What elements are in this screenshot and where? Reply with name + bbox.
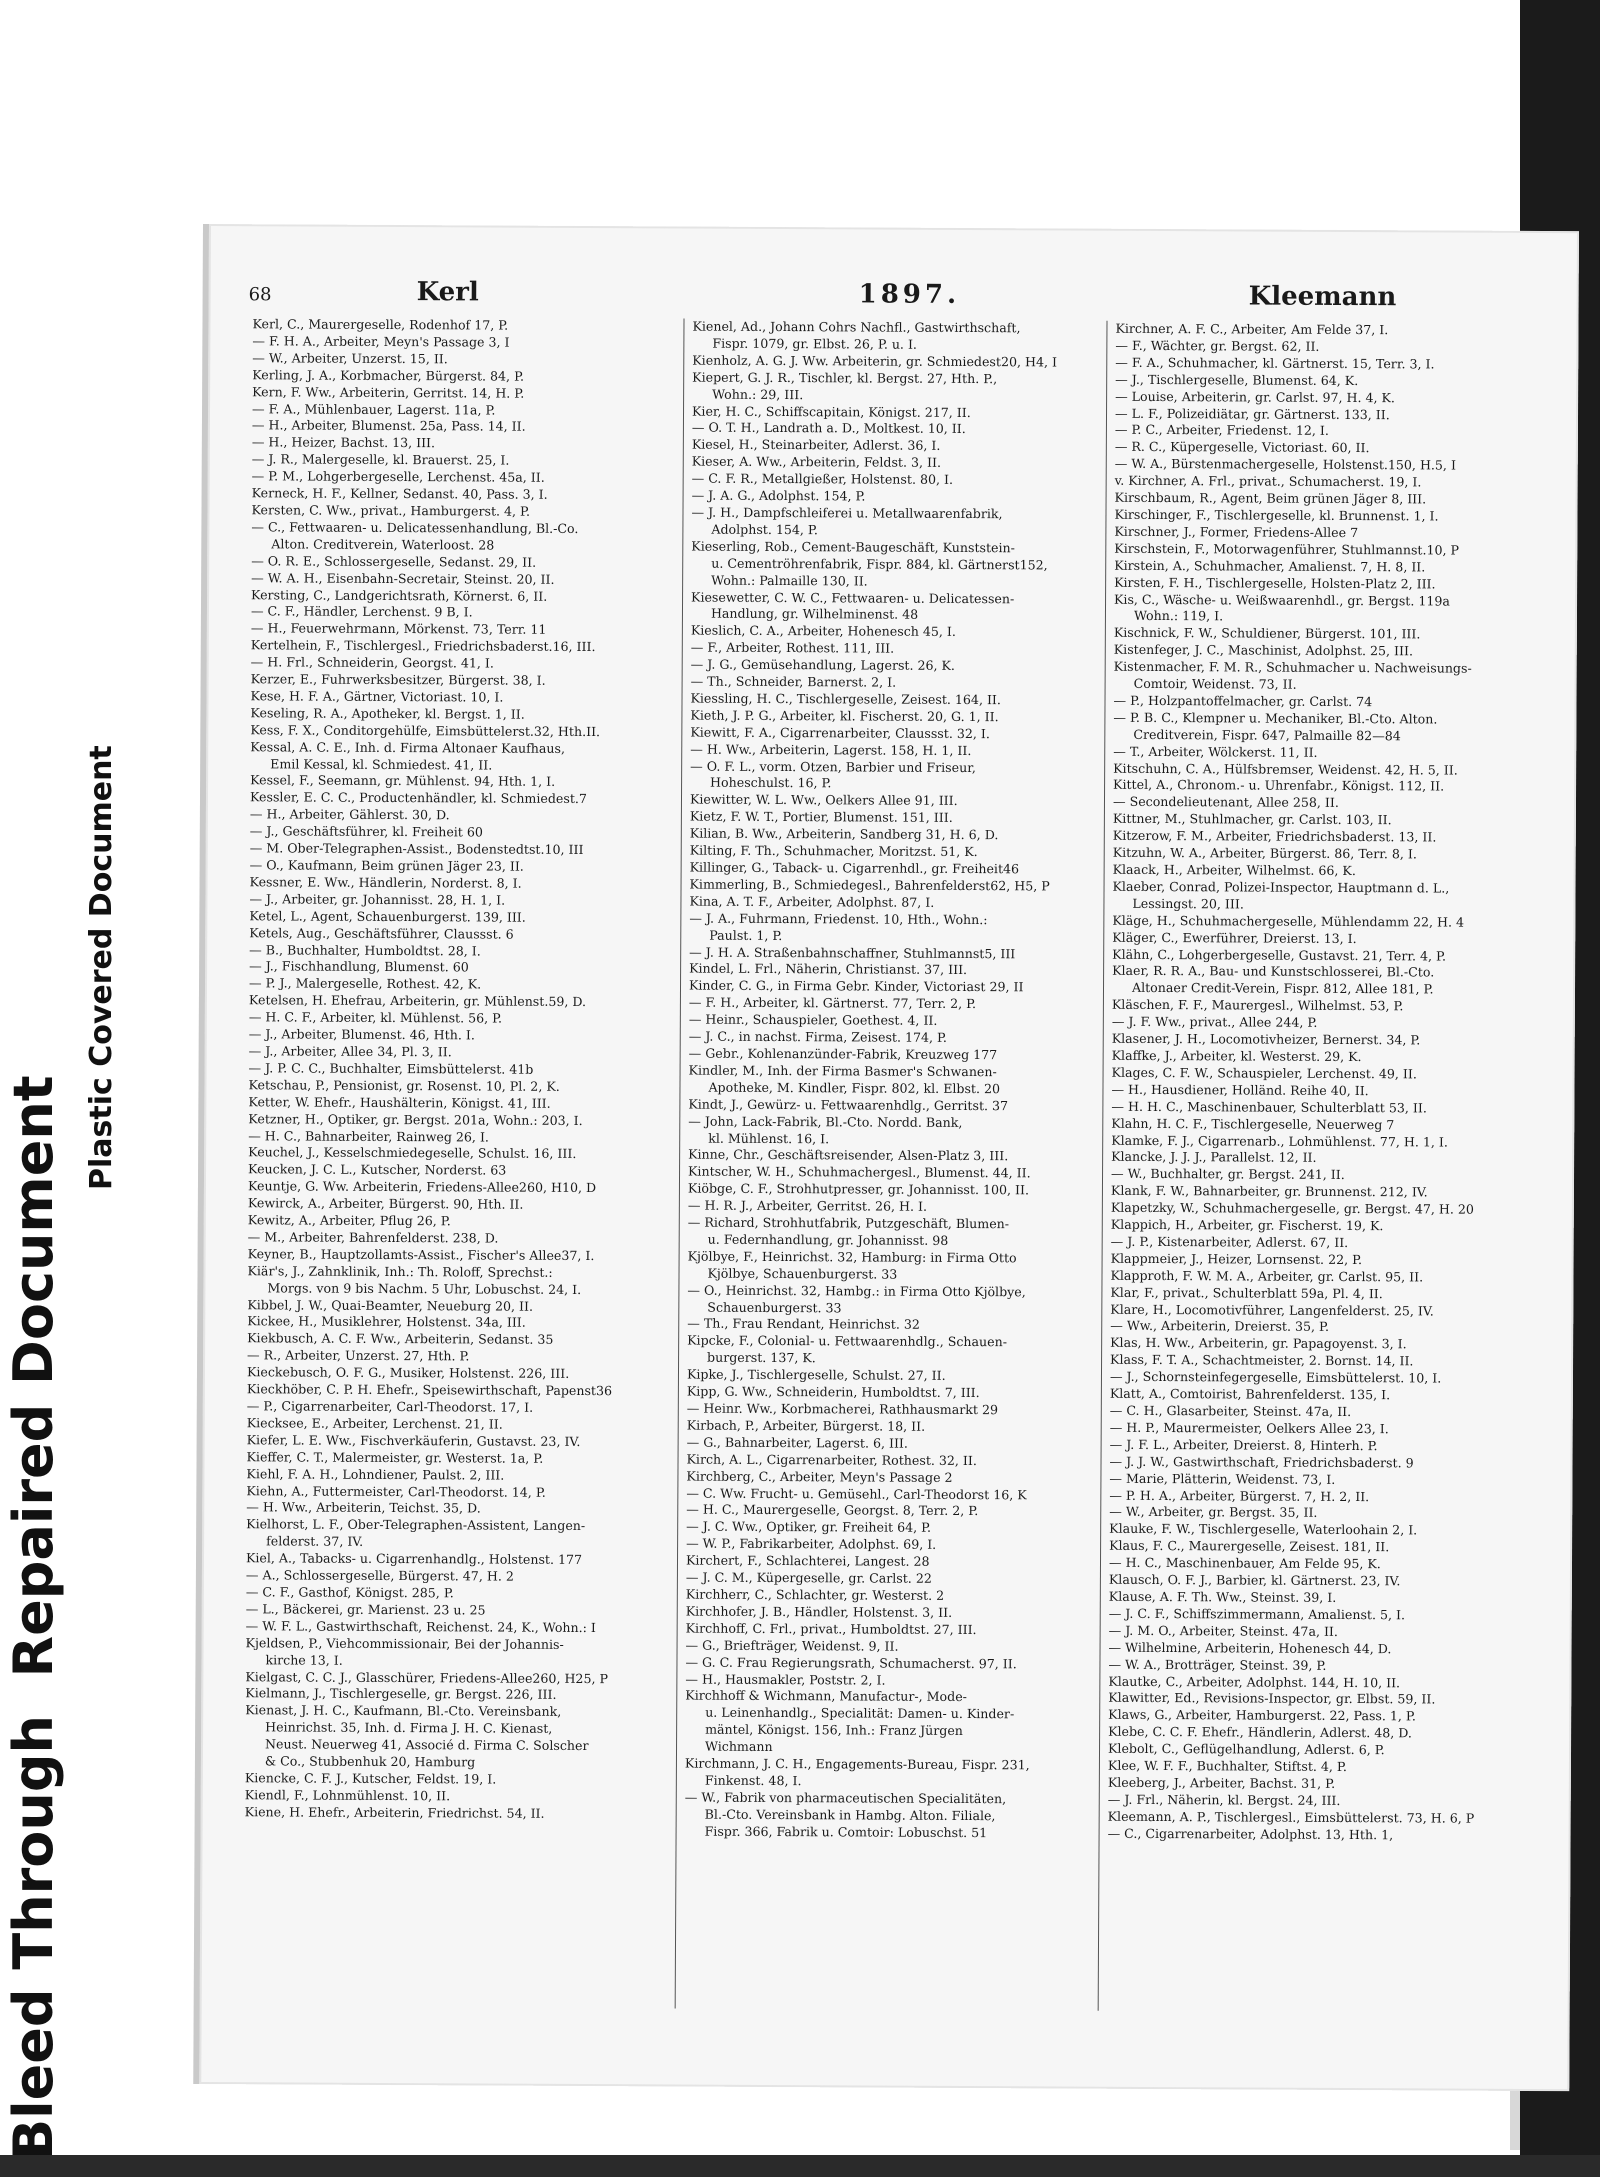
directory-entry: — J., Arbeiter, Blumenst. 46, Hth. I. bbox=[248, 1026, 475, 1043]
directory-entry: Kirchmann, J. C. H., Engagements-Bureau, Fispr. 231, bbox=[684, 1755, 1030, 1773]
directory-entry: — B., Buchhalter, Humboldtst. 28, I. bbox=[249, 941, 481, 958]
directory-entry: Kiehl, F. A. H., Lohndiener, Paulst. 2, III. bbox=[246, 1465, 505, 1483]
directory-entry: Kiel, A., Tabacks- u. Cigarrenhandlg., Holstenst. 177 bbox=[245, 1550, 583, 1568]
directory-entry: Klahn, H. C. F., Tischlergeselle, Neuerweg 7 bbox=[1111, 1115, 1395, 1132]
directory-entry: mäntel, Königst. 156, Inh.: Franz Jürgen bbox=[705, 1721, 963, 1739]
directory-entry: Wohn.: 119, I. bbox=[1133, 608, 1224, 624]
directory-entry: — H. Ww., Arbeiterin, Teichst. 35, D. bbox=[246, 1499, 481, 1516]
directory-entry: — W. A. H., Eisenbahn-Secretair, Steinst. 20, II. bbox=[251, 569, 555, 587]
directory-entry: Kirchert, F., Schlachterei, Langest. 28 bbox=[685, 1552, 930, 1569]
directory-entry: — H. Ww., Arbeiterin, Lagerst. 158, H. 1, II. bbox=[690, 741, 972, 758]
directory-entry: Kläschen, F. F., Maurergesl., Wilhelmst. 53, P. bbox=[1111, 997, 1404, 1014]
directory-entry: — L., Bäckerei, gr. Marienst. 23 u. 25 bbox=[245, 1601, 486, 1618]
directory-entry: Handlung, gr. Wilhelminenst. 48 bbox=[710, 606, 919, 623]
directory-entry: Keseling, R. A., Apotheker, kl. Bergst. 1, II. bbox=[250, 705, 525, 722]
directory-entry: — J. P. C. C., Buchhalter, Eimsbüttelerst. 41b bbox=[248, 1060, 534, 1077]
directory-entry: — H. C. F., Arbeiter, kl. Mühlenst. 56, P. bbox=[248, 1009, 503, 1026]
directory-entry: Adolphst. 154, P. bbox=[711, 521, 818, 538]
directory-entry: Kleemann, A. P., Tischlergesl., Eimsbüttelerst. 73, H. 6, P bbox=[1107, 1808, 1475, 1826]
directory-entry: Kietz, F. W. T., Portier, Blumenst. 151, III. bbox=[689, 808, 953, 826]
directory-entry: Klaer, R. R. A., Bau- und Kunstschlosserei, Bl.-Cto. bbox=[1112, 963, 1435, 980]
directory-entry: — M. Ober-Telegraphen-Assist., Bodenstedtst.10, III bbox=[249, 840, 584, 858]
directory-entry: Kiessling, H. C., Tischlergeselle, Zeisest. 164, II. bbox=[690, 690, 1001, 708]
directory-entry: Kieffer, C. T., Malermeister, gr. Westerst. 1a, P. bbox=[246, 1448, 544, 1466]
directory-entry: — C. Ww. Frucht- u. Gemüsehl., Carl-Theodorst 16, K bbox=[686, 1485, 1027, 1502]
directory-entry: Kirchhoff, C. Frl., privat., Humboldtst. 27, III. bbox=[685, 1620, 977, 1637]
directory-entry: Kessner, E. Ww., Händlerin, Norderst. 8, I. bbox=[249, 874, 522, 891]
directory-entry: Kirchhofer, J. B., Händler, Holstenst. 3, II. bbox=[685, 1603, 953, 1620]
directory-entry: — J. F. L., Arbeiter, Dreierst. 8, Hinterh. P. bbox=[1109, 1436, 1378, 1453]
directory-entry: Kitzuhn, W. A., Arbeiter, Bürgerst. 86, Terr. 8, I. bbox=[1112, 844, 1417, 862]
directory-entry: — P., Cigarrenarbeiter, Carl-Theodorst. 17, I. bbox=[246, 1398, 534, 1415]
directory-entry: — H. H. C., Maschinenbauer, Schulterblatt 53, II. bbox=[1111, 1098, 1427, 1116]
column-right bbox=[1098, 321, 1530, 2013]
directory-entry: Kersting, C., Landgerichtsrath, Körnerst. 6, II. bbox=[251, 586, 548, 604]
directory-entry: Klages, C. F. W., Schauspieler, Lerchenst. 49, II. bbox=[1111, 1064, 1417, 1082]
directory-entry: — W., Arbeiter, gr. Bergst. 35, II. bbox=[1109, 1504, 1318, 1521]
directory-entry: Kittner, M., Stuhlmacher, gr. Carlst. 103, II. bbox=[1112, 811, 1392, 828]
directory-entry: — W., Fabrik von pharmaceutischen Specialitäten, bbox=[684, 1789, 1007, 1807]
directory-entry: Kessal, A. C. E., Inh. d. Firma Altonaer Kaufhaus, bbox=[250, 738, 566, 756]
directory-entry: Kintscher, W. H., Schuhmachergesl., Blumenst. 44, II. bbox=[688, 1163, 1031, 1181]
directory-entry: Kilian, B. Ww., Arbeiterin, Sandberg 31, H. 6, D. bbox=[689, 825, 999, 843]
directory-entry: Kerling, J. A., Korbmacher, Bürgerst. 84, P. bbox=[252, 366, 525, 384]
directory-entry: Klause, A. F. Th. Ww., Steinst. 39, I. bbox=[1108, 1588, 1337, 1605]
directory-entry: Bl.-Cto. Vereinsbank in Hambg. Alton. Filiale, bbox=[704, 1806, 996, 1823]
directory-entry: — J. C., in nachst. Firma, Zeisest. 174, P. bbox=[688, 1028, 948, 1045]
directory-entry: Klebe, C. C. F. Ehefr., Händlerin, Adlerst. 48, D. bbox=[1108, 1723, 1412, 1741]
directory-entry: Kistenmacher, F. M. R., Schuhmacher u. Nachweisungs- bbox=[1113, 658, 1472, 676]
directory-entry: Klare, H., Locomotivführer, Langenfelderst. 25, IV. bbox=[1110, 1301, 1434, 1319]
directory-page bbox=[193, 224, 1579, 2091]
directory-entry: Wohn.: 29, III. bbox=[712, 386, 804, 402]
directory-entry: Kickee, H., Musiklehrer, Holstenst. 34a, III. bbox=[247, 1313, 526, 1331]
directory-entry: Kese, H. F. A., Gärtner, Victoriast. 10, I. bbox=[250, 688, 504, 705]
directory-entry: Kessel, F., Seemann, gr. Mühlenst. 94, Hth. 1, I. bbox=[250, 772, 556, 790]
directory-entry: Klasener, J. H., Locomotivheizer, Bernerst. 34, P. bbox=[1111, 1030, 1421, 1048]
directory-entry: — J. J. W., Gastwirthschaft, Friedrichsbaderst. 9 bbox=[1109, 1453, 1414, 1471]
directory-entry: Klebolt, C., Geflügelhandlung, Adlerst. 6, P. bbox=[1107, 1740, 1385, 1758]
directory-entry: u. Leinenhandlg., Specialität: Damen- u. Kinder- bbox=[705, 1704, 1015, 1722]
directory-entry: Klaack, H., Arbeiter, Wilhelmst. 66, K. bbox=[1112, 861, 1356, 879]
directory-entry: Kitschuhn, C. A., Hülfsbremser, Weidenst. 42, H. 5, II. bbox=[1113, 760, 1458, 778]
directory-entry: — J. M. O., Arbeiter, Steinst. 47a, II. bbox=[1108, 1622, 1338, 1639]
directory-entry: Keucken, J. C. L., Kutscher, Norderst. 63 bbox=[248, 1161, 507, 1178]
directory-entry: Kieckebusch, O. F. G., Musiker, Holstenst. 226, III. bbox=[246, 1364, 570, 1382]
label-bleed-through: Bleed Through bbox=[2, 1715, 65, 2160]
directory-entry: — J. C. F., Schiffszimmermann, Amalienst. 5, I. bbox=[1108, 1605, 1406, 1623]
directory-entry: — P. H. A., Arbeiter, Bürgerst. 7, H. 2, II. bbox=[1109, 1487, 1370, 1504]
directory-entry: Kitzerow, F. M., Arbeiter, Friedrichsbaderst. 13, II. bbox=[1112, 827, 1437, 845]
directory-entry: Kier, H. C., Schiffscapitain, Königst. 217, II. bbox=[691, 403, 971, 420]
directory-entry: — H. Frl., Schneiderin, Georgst. 41, I. bbox=[250, 654, 494, 671]
directory-entry: — G. C. Frau Regierungsrath, Schumacherst. 97, II. bbox=[685, 1654, 1017, 1671]
directory-entry: Lessingst. 20, III. bbox=[1132, 895, 1244, 912]
directory-entry: Ketter, W. Ehefr., Haushälterin, Königst. 41, III. bbox=[248, 1093, 551, 1111]
directory-entry: Kersten, C. Ww., privat., Hamburgerst. 4, P. bbox=[251, 502, 531, 519]
directory-entry: Klank, F. W., Bahnarbeiter, gr. Brunnenst. 212, IV. bbox=[1110, 1182, 1428, 1200]
column-middle bbox=[675, 319, 1097, 2011]
label-plastic-covered: Plastic Covered Document bbox=[84, 745, 119, 1190]
directory-entry: — F. A., Schuhmacher, kl. Gärtnerst. 15, Terr. 3, I. bbox=[1115, 354, 1435, 372]
directory-entry: Kielgast, C. C. J., Glasschürer, Friedens-Allee260, H25, P bbox=[245, 1668, 609, 1686]
label-repaired-document: Repaired Document bbox=[2, 1075, 65, 1678]
directory-entry: Kerl, C., Maurergeselle, Rodenhof 17, P. bbox=[252, 316, 509, 333]
directory-entry: — J. H., Dampfschleiferei u. Metallwaarenfabrik, bbox=[691, 504, 1003, 522]
page-header bbox=[249, 276, 1549, 317]
directory-entry: — W., Arbeiter, Unzerst. 15, II. bbox=[252, 350, 448, 367]
directory-entry: Kimmerling, B., Schmiedegesl., Bahrenfelderst62, H5, P bbox=[689, 876, 1050, 894]
directory-entry: — W. P., Fabrikarbeiter, Adolphst. 69, I. bbox=[686, 1535, 937, 1553]
directory-entry: — J. H. A. Straßenbahnschaffner, Stuhlmannst5, III bbox=[689, 944, 1016, 961]
directory-entry: Kinder, C. G., in Firma Gebr. Kinder, Victoriast 29, II bbox=[688, 977, 1024, 995]
directory-entry: Kern, F. Ww., Arbeiterin, Gerritst. 14, H. P. bbox=[252, 383, 525, 401]
directory-entry: Kläger, C., Ewerführer, Dreierst. 13, I. bbox=[1112, 929, 1357, 946]
header-year: 1897. bbox=[858, 279, 961, 310]
directory-entry: — P., Holzpantoffelmacher, gr. Carlst. 74 bbox=[1113, 692, 1373, 710]
directory-entry: — O. R. E., Schlossergeselle, Sedanst. 29, II. bbox=[251, 552, 537, 570]
directory-entry: Kiepert, G. J. R., Tischler, kl. Bergst. 27, Hth. P., bbox=[692, 369, 998, 386]
directory-entry: Klaus, F. C., Maurergeselle, Zeisest. 181, II. bbox=[1109, 1538, 1390, 1555]
directory-entry: — J. A. G., Adolphst. 154, P. bbox=[691, 487, 866, 504]
directory-entry: Klauke, F. W., Tischlergeselle, Waterloohain 2, I. bbox=[1109, 1521, 1418, 1538]
directory-entry: Klapetzky, W., Schuhmachergeselle, gr. Bergst. 47, H. 20 bbox=[1110, 1199, 1475, 1217]
directory-entry: Kess, F. X., Conditorgehülfe, Eimsbüttelerst.32, Hth.II. bbox=[250, 722, 601, 739]
directory-entry: Kiesewetter, C. W. C., Fettwaaren- u. Delicatessen- bbox=[691, 589, 1015, 606]
directory-entry: — Heinr., Schauspieler, Goethest. 4, II. bbox=[688, 1011, 938, 1029]
directory-entry: — J., Schornsteinfegergeselle, Eimsbüttelerst. 10, I. bbox=[1109, 1368, 1442, 1386]
directory-entry: — Gebr., Kohlenanzünder-Fabrik, Kreuzweg 177 bbox=[688, 1045, 998, 1063]
directory-entry: Kirch, A. L., Cigarrenarbeiter, Rothest. 32, II. bbox=[686, 1451, 977, 1468]
directory-entry: — Th., Frau Rendant, Heinrichst. 32 bbox=[687, 1316, 920, 1333]
directory-entry: v. Kirchner, A. Frl., privat., Schumacherst. 19, I. bbox=[1114, 472, 1422, 490]
directory-entry: — John, Lack-Fabrik, Bl.-Cto. Nordd. Bank, bbox=[688, 1113, 963, 1130]
directory-entry: — J., Tischlergeselle, Blumenst. 64, K. bbox=[1115, 371, 1359, 388]
directory-entry: Klatt, A., Comtoirist, Bahrenfelderst. 135, I. bbox=[1109, 1385, 1391, 1403]
directory-entry: — F., Wächter, gr. Bergst. 62, II. bbox=[1115, 337, 1320, 354]
directory-entry: Kjölbye, Schauenburgerst. 33 bbox=[707, 1265, 898, 1282]
directory-entry: Ketels, Aug., Geschäftsführer, Claussst. 6 bbox=[249, 924, 514, 942]
directory-entry: — R. C., Küpergeselle, Victoriast. 60, II. bbox=[1114, 439, 1370, 456]
directory-entry: Klapproth, F. W. M. A., Arbeiter, gr. Carlst. 95, II. bbox=[1110, 1267, 1424, 1285]
directory-entry: — H., Feuerwehrmann, Mörkenst. 73, Terr. 11 bbox=[250, 620, 547, 638]
directory-entry: — J. P., Kistenarbeiter, Adlerst. 67, II. bbox=[1110, 1233, 1349, 1250]
directory-entry: Klaffke, J., Arbeiter, kl. Westerst. 29, K. bbox=[1111, 1047, 1362, 1065]
directory-entry: Kittel, A., Chronom.- u. Uhrenfabr., Königst. 112, II. bbox=[1113, 777, 1445, 794]
directory-entry: — J. R., Malergeselle, kl. Brauerst. 25, I. bbox=[251, 451, 510, 468]
directory-entry: Klar, F., privat., Schulterblatt 59a, Pl. 4, II. bbox=[1110, 1284, 1383, 1301]
directory-entry: Kläge, H., Schuhmachergeselle, Mühlendamm 22, H. 4 bbox=[1112, 912, 1465, 930]
directory-entry: — Th., Schneider, Barnerst. 2, I. bbox=[690, 673, 897, 690]
directory-entry: Kieckhöber, C. P. H. Ehefr., Speisewirthschaft, Papenst36 bbox=[246, 1381, 613, 1399]
directory-entry: Paulst. 1, P. bbox=[709, 927, 783, 943]
directory-entry: Kerneck, H. F., Kellner, Sedanst. 40, Pass. 3, I. bbox=[251, 485, 548, 502]
directory-entry: Klaws, G., Arbeiter, Hamburgerst. 22, Pass. 1, P. bbox=[1108, 1707, 1416, 1724]
directory-entry: — H. R. J., Arbeiter, Gerritst. 26, H. I. bbox=[687, 1197, 928, 1214]
directory-entry: Kerzer, E., Fuhrwerksbesitzer, Bürgerst. 38, I. bbox=[250, 671, 546, 688]
directory-entry: — J. A., Fuhrmann, Friedenst. 10, Hth., Wohn.: bbox=[689, 910, 988, 927]
directory-entry: — W. A., Bürstenmachergeselle, Holstenst.150, H.5, I bbox=[1114, 456, 1456, 473]
directory-entry: — M., Arbeiter, Bahrenfelderst. 238, D. bbox=[247, 1229, 499, 1246]
directory-entry: Finkenst. 48, I. bbox=[704, 1772, 802, 1789]
directory-entry: Wohn.: Palmaille 130, II. bbox=[711, 572, 868, 589]
directory-entry: Kischnick, F. W., Schuldiener, Bürgerst. 101, III. bbox=[1113, 625, 1421, 642]
directory-entry: Kindt, J., Gewürz- u. Fettwaarenhdlg., Gerritst. 37 bbox=[688, 1096, 1009, 1113]
directory-entry: Killinger, G., Taback- u. Cigarrenhdl., gr. Freiheit46 bbox=[689, 859, 1020, 877]
directory-entry: — H. C., Bahnarbeiter, Rainweg 26, I. bbox=[248, 1127, 489, 1145]
directory-entry: Kipp, G. Ww., Schneiderin, Humboldtst. 7, III. bbox=[686, 1383, 980, 1401]
directory-entry: — C. F., Gasthof, Königst. 285, P. bbox=[245, 1584, 454, 1601]
directory-entry: Klee, W. F. F., Buchhalter, Stiftst. 4, P. bbox=[1107, 1757, 1347, 1775]
page-number: 68 bbox=[248, 284, 272, 306]
directory-entry: Klawitter, Ed., Revisions-Inspector, gr. Elbst. 59, II. bbox=[1108, 1690, 1436, 1707]
directory-entry: — L. F., Polizeidiätar, gr. Gärtnerst. 133, II. bbox=[1114, 405, 1390, 422]
directory-entry: — H. C., Maurergeselle, Georgst. 8, Terr. 2, P. bbox=[686, 1501, 979, 1519]
directory-entry: Kirchner, A. F. C., Arbeiter, Am Felde 37, I. bbox=[1115, 320, 1389, 338]
directory-entry: Kienast, J. H. C., Kaufmann, Bl.-Cto. Vereinsbank, bbox=[245, 1702, 562, 1720]
directory-entry: — O. F. L., vorm. Otzen, Barbier und Friseur, bbox=[690, 758, 976, 775]
directory-entry: Wichmann bbox=[704, 1738, 773, 1755]
directory-entry: — J., Arbeiter, gr. Johannisst. 28, H. 1, I. bbox=[249, 891, 506, 908]
directory-entry: Keyner, B., Hauptzollamts-Assist., Fischer's Allee37, I. bbox=[247, 1246, 595, 1263]
directory-entry: — A., Schlossergeselle, Bürgerst. 47, H. 2 bbox=[245, 1567, 514, 1584]
directory-entry: Ketschau, P., Pensionist, gr. Rosenst. 10, Pl. 2, K. bbox=[248, 1077, 560, 1094]
directory-entry: Kiewitter, W. L. Ww., Oelkers Allee 91, III. bbox=[689, 791, 958, 809]
directory-entry: burgerst. 137, K. bbox=[707, 1349, 816, 1366]
directory-entry: — H., Hausdiener, Holländ. Reihe 40, II. bbox=[1111, 1081, 1369, 1098]
directory-entry: — F. H., Arbeiter, kl. Gärtnerst. 77, Terr. 2, P. bbox=[688, 994, 977, 1012]
directory-entry: Keuchel, J., Kesselschmiedegeselle, Schulst. 16, III. bbox=[248, 1144, 577, 1162]
directory-entry: Kirschner, J., Former, Friedens-Allee 7 bbox=[1114, 523, 1359, 540]
directory-entry: — C., Cigarrenarbeiter, Adolphst. 13, Hth. 1, bbox=[1107, 1825, 1394, 1842]
directory-entry: Kirschstein, F., Motorwagenführer, Stuhlmannst.10, P bbox=[1114, 540, 1460, 558]
directory-entry: Kiekbusch, A. C. F. Ww., Arbeiterin, Sedanst. 35 bbox=[247, 1330, 554, 1348]
directory-entry: Kipcke, F., Colonial- u. Fettwaarenhdlg., Schauen- bbox=[687, 1332, 1008, 1350]
directory-entry: — H. P., Maurermeister, Oelkers Allee 23, I. bbox=[1109, 1419, 1389, 1437]
directory-entry: Klaeber, Conrad, Polizei-Inspector, Hauptmann d. L., bbox=[1112, 878, 1450, 896]
directory-entry: Kirchhoff & Wichmann, Manufactur-, Mode- bbox=[685, 1687, 967, 1705]
directory-entry: Kiesel, H., Steinarbeiter, Adlerst. 36, I. bbox=[691, 436, 941, 454]
directory-entry: — J. C. M., Küpergeselle, gr. Carlst. 22 bbox=[685, 1569, 932, 1586]
directory-entry: Ketzner, H., Optiker, gr. Bergst. 201a, Wohn.: 203, I. bbox=[248, 1110, 583, 1128]
directory-entry: kirche 13, I. bbox=[265, 1651, 343, 1668]
directory-entry: Kienholz, A. G. J. Ww. Arbeiterin, gr. Schmiedest20, H4, I bbox=[692, 352, 1058, 370]
directory-entry: — J. G., Gemüsehandlung, Lagerst. 26, K. bbox=[690, 656, 956, 674]
directory-entry: & Co., Stubbenhuk 20, Hamburg bbox=[264, 1753, 476, 1770]
directory-entry: Altonaer Credit-Verein, Fispr. 812, Allee 181, P. bbox=[1131, 980, 1434, 997]
directory-entry: Kjeldsen, P., Viehcommissionair, Bei der Johannis- bbox=[245, 1634, 564, 1652]
directory-entry: — H. C., Maschinenbauer, Am Felde 95, K. bbox=[1108, 1554, 1381, 1572]
directory-entry: Kiöbge, C. F., Strohhutpresser, gr. Johannisst. 100, II. bbox=[687, 1180, 1030, 1198]
directory-entry: — W., Buchhalter, gr. Bergst. 241, II. bbox=[1111, 1166, 1345, 1183]
directory-entry: felderst. 37, IV. bbox=[266, 1533, 364, 1550]
directory-entry: Ketelsen, H. Ehefrau, Arbeiterin, gr. Mühlenst.59, D. bbox=[248, 992, 587, 1010]
directory-entry: — J. Frl., Näherin, kl. Bergst. 24, III. bbox=[1107, 1791, 1341, 1808]
directory-entry: Klähn, C., Lohgerbergeselle, Gustavst. 21, Terr. 4, P. bbox=[1112, 946, 1447, 964]
directory-entry: Kielhorst, L. F., Ober-Telegraphen-Assistent, Langen- bbox=[246, 1516, 586, 1534]
directory-entry: — W. A., Brotträger, Steinst. 39, P. bbox=[1108, 1656, 1327, 1673]
directory-entry: — P. J., Malergeselle, Rothest. 42, K. bbox=[248, 975, 482, 992]
directory-entry: — Marie, Plätterin, Weidenst. 73, I. bbox=[1109, 1470, 1336, 1487]
directory-entry: — J. C. Ww., Optiker, gr. Freiheit 64, P. bbox=[686, 1518, 932, 1536]
directory-entry: Kina, A. T. F., Arbeiter, Adolphst. 87, I. bbox=[689, 893, 935, 910]
directory-entry: — F., Arbeiter, Rothest. 111, III. bbox=[690, 639, 895, 656]
header-left-word: Kerl bbox=[416, 277, 479, 308]
directory-entry: Apotheke, M. Kindler, Fispr. 802, kl. Elbst. 20 bbox=[708, 1079, 1001, 1096]
directory-entry: — R., Arbeiter, Unzerst. 27, Hth. P. bbox=[247, 1347, 470, 1364]
directory-entry: Kiewitt, F. A., Cigarrenarbeiter, Claussst. 32, I. bbox=[690, 724, 990, 741]
directory-entry: Kielmann, J., Tischlergeselle, gr. Bergst. 226, III. bbox=[245, 1685, 557, 1703]
directory-entry: — Heinr. Ww., Korbmacherei, Rathhausmarkt 29 bbox=[686, 1400, 999, 1418]
directory-entry: Kinne, Chr., Geschäftsreisender, Alsen-Platz 3, III. bbox=[688, 1146, 1009, 1164]
directory-entry: Kindler, M., Inh. der Firma Basmer's Schwanen- bbox=[688, 1062, 997, 1080]
directory-entry: — Richard, Strohhutfabrik, Putzgeschäft, Blumen- bbox=[687, 1214, 1010, 1232]
directory-entry: Kirsten, F. H., Tischlergeselle, Holsten-Platz 2, III. bbox=[1114, 574, 1436, 592]
directory-entry: Kistenfeger, J. C., Maschinist, Adolphst. 25, III. bbox=[1113, 641, 1414, 659]
directory-entry: — Ww., Arbeiterin, Dreierst. 35, P. bbox=[1110, 1318, 1330, 1335]
directory-entry: Kewitz, A., Arbeiter, Pflug 26, P. bbox=[247, 1212, 451, 1229]
directory-entry: — O., Kaufmann, Beim grünen Jäger 23, II. bbox=[249, 857, 524, 874]
directory-entry: Keuntje, G. Ww. Arbeiterin, Friedens-Allee260, H10, D bbox=[247, 1178, 597, 1196]
directory-entry: — G., Bahnarbeiter, Lagerst. 6, III. bbox=[686, 1434, 908, 1451]
directory-entry: Fispr. 1079, gr. Elbst. 26, P. u. I. bbox=[712, 335, 917, 352]
directory-entry: — F. H. A., Arbeiter, Meyn's Passage 3, I bbox=[252, 333, 510, 350]
directory-entry: Kiehn, A., Futtermeister, Carl-Theodorst. 14, P. bbox=[246, 1482, 546, 1500]
directory-entry: — F. A., Mühlenbauer, Lagerst. 11a, P. bbox=[251, 400, 496, 418]
directory-entry: Comtoir, Weidenst. 73, II. bbox=[1133, 675, 1297, 692]
directory-entry: — P. M., Lohgerbergeselle, Lerchenst. 45a, II. bbox=[251, 468, 545, 485]
directory-entry: — P. B. C., Klempner u. Mechaniker, Bl.-Cto. Alton. bbox=[1113, 709, 1438, 727]
directory-entry: kl. Mühlenst. 16, I. bbox=[708, 1130, 830, 1146]
directory-entry: Kilting, F. Th., Schuhmacher, Moritzst. 51, K. bbox=[689, 842, 978, 860]
directory-entry: — W. F. L., Gastwirthschaft, Reichenst. 24, K., Wohn.: I bbox=[245, 1618, 596, 1635]
directory-entry: Kiencke, C. F. J., Kutscher, Feldst. 19, I. bbox=[244, 1770, 497, 1787]
directory-entry: — H., Arbeiter, Gählerst. 30, D. bbox=[249, 806, 450, 823]
directory-entry: Kienel, Ad., Johann Cohrs Nachfl., Gastwirthschaft, bbox=[692, 318, 1021, 336]
directory-entry: Klautke, C., Arbeiter, Adolphst. 144, H. 10, II. bbox=[1108, 1673, 1401, 1690]
directory-entry: Fispr. 366, Fabrik u. Comtoir: Lobuschst. 51 bbox=[704, 1823, 988, 1840]
directory-entry: — J., Arbeiter, Allee 34, Pl. 3, II. bbox=[248, 1043, 452, 1060]
directory-entry: Kieserling, Rob., Cement-Baugeschäft, Kunststein- bbox=[691, 538, 1015, 556]
directory-entry: — J., Geschäftsführer, kl. Freiheit 60 bbox=[249, 823, 483, 840]
directory-entry: — T., Arbeiter, Wölckerst. 11, II. bbox=[1113, 743, 1318, 760]
directory-entry: — O., Heinrichst. 32, Hambg.: in Firma Otto Kjölbye, bbox=[687, 1282, 1026, 1299]
directory-entry: Kjölbye, F., Heinrichst. 32, Hamburg: in Firma Otto bbox=[687, 1248, 1017, 1266]
directory-entry: — J. F. Ww., privat., Allee 244, P. bbox=[1111, 1013, 1318, 1031]
directory-entry: Klas, H. Ww., Arbeiterin, gr. Papagoyenst. 3, I. bbox=[1110, 1335, 1407, 1352]
directory-entry: Hoheschulst. 16, P. bbox=[710, 775, 832, 791]
directory-entry: — J., Fischhandlung, Blumenst. 60 bbox=[249, 958, 469, 975]
directory-entry: Kiefer, L. E. Ww., Fischverkäuferin, Gustavst. 23, IV. bbox=[246, 1432, 581, 1449]
directory-entry: Ketel, L., Agent, Schauenburgerst. 139, III. bbox=[249, 907, 526, 925]
directory-entry: — H., Hausmakler, Poststr. 2, I. bbox=[685, 1671, 886, 1688]
directory-entry: Kirschbaum, R., Agent, Beim grünen Jäger 8, III. bbox=[1114, 489, 1427, 507]
directory-entry: Kiendl, F., Lohnmühlenst. 10, II. bbox=[244, 1787, 451, 1804]
directory-entry: Kiär's, J., Zahnklinik, Inh.: Th. Roloff, Sprechst.: bbox=[247, 1262, 553, 1280]
directory-entry: Kirschinger, F., Tischlergeselle, kl. Brunnenst. 1, I. bbox=[1114, 506, 1439, 524]
directory-entry: Morgs. von 9 bis Nachm. 5 Uhr, Lobuschst. 24, I. bbox=[267, 1280, 582, 1297]
directory-entry: Kirstein, A., Schuhmacher, Amalienst. 7, H. 8, II. bbox=[1114, 557, 1426, 575]
directory-entry: Kessler, E. C. C., Productenhändler, kl. Schmiedest.7 bbox=[249, 789, 587, 807]
directory-entry: Kertelhein, F., Tischlergesl., Friedrichsbaderst.16, III. bbox=[250, 637, 596, 655]
header-right-word: Kleemann bbox=[1248, 281, 1397, 313]
column-left bbox=[244, 316, 665, 2008]
scan-bottom-edge bbox=[0, 2155, 1600, 2177]
directory-entry: u. Federnhandlung, gr. Johannisst. 98 bbox=[707, 1231, 949, 1248]
directory-entry: Creditverein, Fispr. 647, Palmaille 82—84 bbox=[1133, 726, 1401, 744]
directory-entry: — C. F. R., Metallgießer, Holstenst. 80, I. bbox=[691, 470, 954, 488]
directory-entry: Heinrichst. 35, Inh. d. Firma J. H. C. Kienast, bbox=[265, 1719, 553, 1737]
directory-entry: Kiene, H. Ehefr., Arbeiterin, Friedrichst. 54, II. bbox=[244, 1803, 545, 1821]
directory-entry: Kibbel, J. W., Quai-Beamter, Neueburg 20, II. bbox=[247, 1296, 534, 1314]
directory-entry: — H., Heizer, Bachst. 13, III. bbox=[251, 434, 436, 451]
directory-entry: — Secondelieutenant, Allee 258, II. bbox=[1112, 794, 1339, 811]
directory-entry: Kirchherr, C., Schlachter, gr. Westerst. 2 bbox=[685, 1586, 945, 1603]
directory-entry: — P. C., Arbeiter, Friedenst. 12, I. bbox=[1114, 422, 1329, 439]
directory-entry: Kewirck, A., Arbeiter, Bürgerst. 90, Hth. II. bbox=[247, 1195, 524, 1212]
directory-entry: Kirchberg, C., Arbeiter, Meyn's Passage 2 bbox=[686, 1468, 953, 1485]
directory-entry: Kieser, A. Ww., Arbeiterin, Feldst. 3, II. bbox=[691, 453, 942, 471]
side-label-bleed-repaired bbox=[2, 1075, 65, 2160]
directory-entry: Klappmeier, J., Heizer, Lornsenst. 22, P. bbox=[1110, 1250, 1363, 1267]
directory-entry: Kieslich, C. A., Arbeiter, Hohenesch 45, I. bbox=[690, 622, 956, 640]
directory-entry: — G., Briefträger, Weidenst. 9, II. bbox=[685, 1637, 899, 1654]
directory-entry: Klausch, O. F. J., Barbier, kl. Gärtnerst. 23, IV. bbox=[1108, 1571, 1401, 1589]
directory-entry: Kis, C., Wäsche- u. Weißwaarenhdl., gr. Bergst. 119a bbox=[1114, 591, 1450, 609]
directory-entry: Kieth, J. P. G., Arbeiter, kl. Fischerst. 20, G. 1, II. bbox=[690, 707, 999, 725]
directory-entry: Kleeberg, J., Arbeiter, Bachst. 31, P. bbox=[1107, 1774, 1336, 1791]
directory-entry: — C. H., Glasarbeiter, Steinst. 47a, II. bbox=[1109, 1402, 1352, 1420]
directory-entry: — Louise, Arbeiterin, gr. Carlst. 97, H. 4, K. bbox=[1115, 388, 1395, 405]
directory-entry: Klamke, F. J., Cigarrenarb., Lohmühlenst. 77, H. 1, I. bbox=[1111, 1132, 1448, 1150]
directory-entry: Kindel, L. Frl., Näherin, Christianst. 37, III. bbox=[689, 960, 968, 978]
directory-entry: Schauenburgerst. 33 bbox=[707, 1299, 842, 1315]
directory-entry: — C. F., Händler, Lerchenst. 9 B, I. bbox=[250, 603, 473, 620]
directory-entry: Kirbach, P., Arbeiter, Bürgerst. 18, II. bbox=[686, 1417, 926, 1434]
directory-entry: Emil Kessal, kl. Schmiedest. 41, II. bbox=[270, 755, 493, 773]
directory-entry: Kiecksee, E., Arbeiter, Lerchenst. 21, II. bbox=[246, 1415, 503, 1432]
directory-entry: Neust. Neuerweg 41, Associé d. Firma C. Solscher bbox=[265, 1736, 589, 1754]
directory-entry: Klass, F. T. A., Schachtmeister, 2. Bornst. 14, II. bbox=[1110, 1352, 1414, 1369]
directory-entry: — H., Arbeiter, Blumenst. 25a, Pass. 14, II. bbox=[251, 417, 526, 435]
directory-entry: Alton. Creditverein, Waterloost. 28 bbox=[271, 536, 495, 553]
directory-entry: — C., Fettwaaren- u. Delicatessenhandlung, Bl.-Co. bbox=[251, 519, 579, 536]
directory-entry: u. Cementröhrenfabrik, Fispr. 884, kl. Gärtnerst152, bbox=[711, 555, 1048, 573]
directory-entry: Klancke, J. J. J., Parallelst. 12, II. bbox=[1111, 1149, 1317, 1166]
directory-entry: — Wilhelmine, Arbeiterin, Hohenesch 44, D. bbox=[1108, 1639, 1392, 1656]
directory-entry: Kipke, J., Tischlergeselle, Schulst. 27, II. bbox=[686, 1366, 946, 1384]
directory-entry: — O. T. H., Landrath a. D., Moltkest. 10, II. bbox=[691, 420, 966, 437]
directory-entry: Klappich, H., Arbeiter, gr. Fischerst. 19, K. bbox=[1110, 1216, 1384, 1234]
